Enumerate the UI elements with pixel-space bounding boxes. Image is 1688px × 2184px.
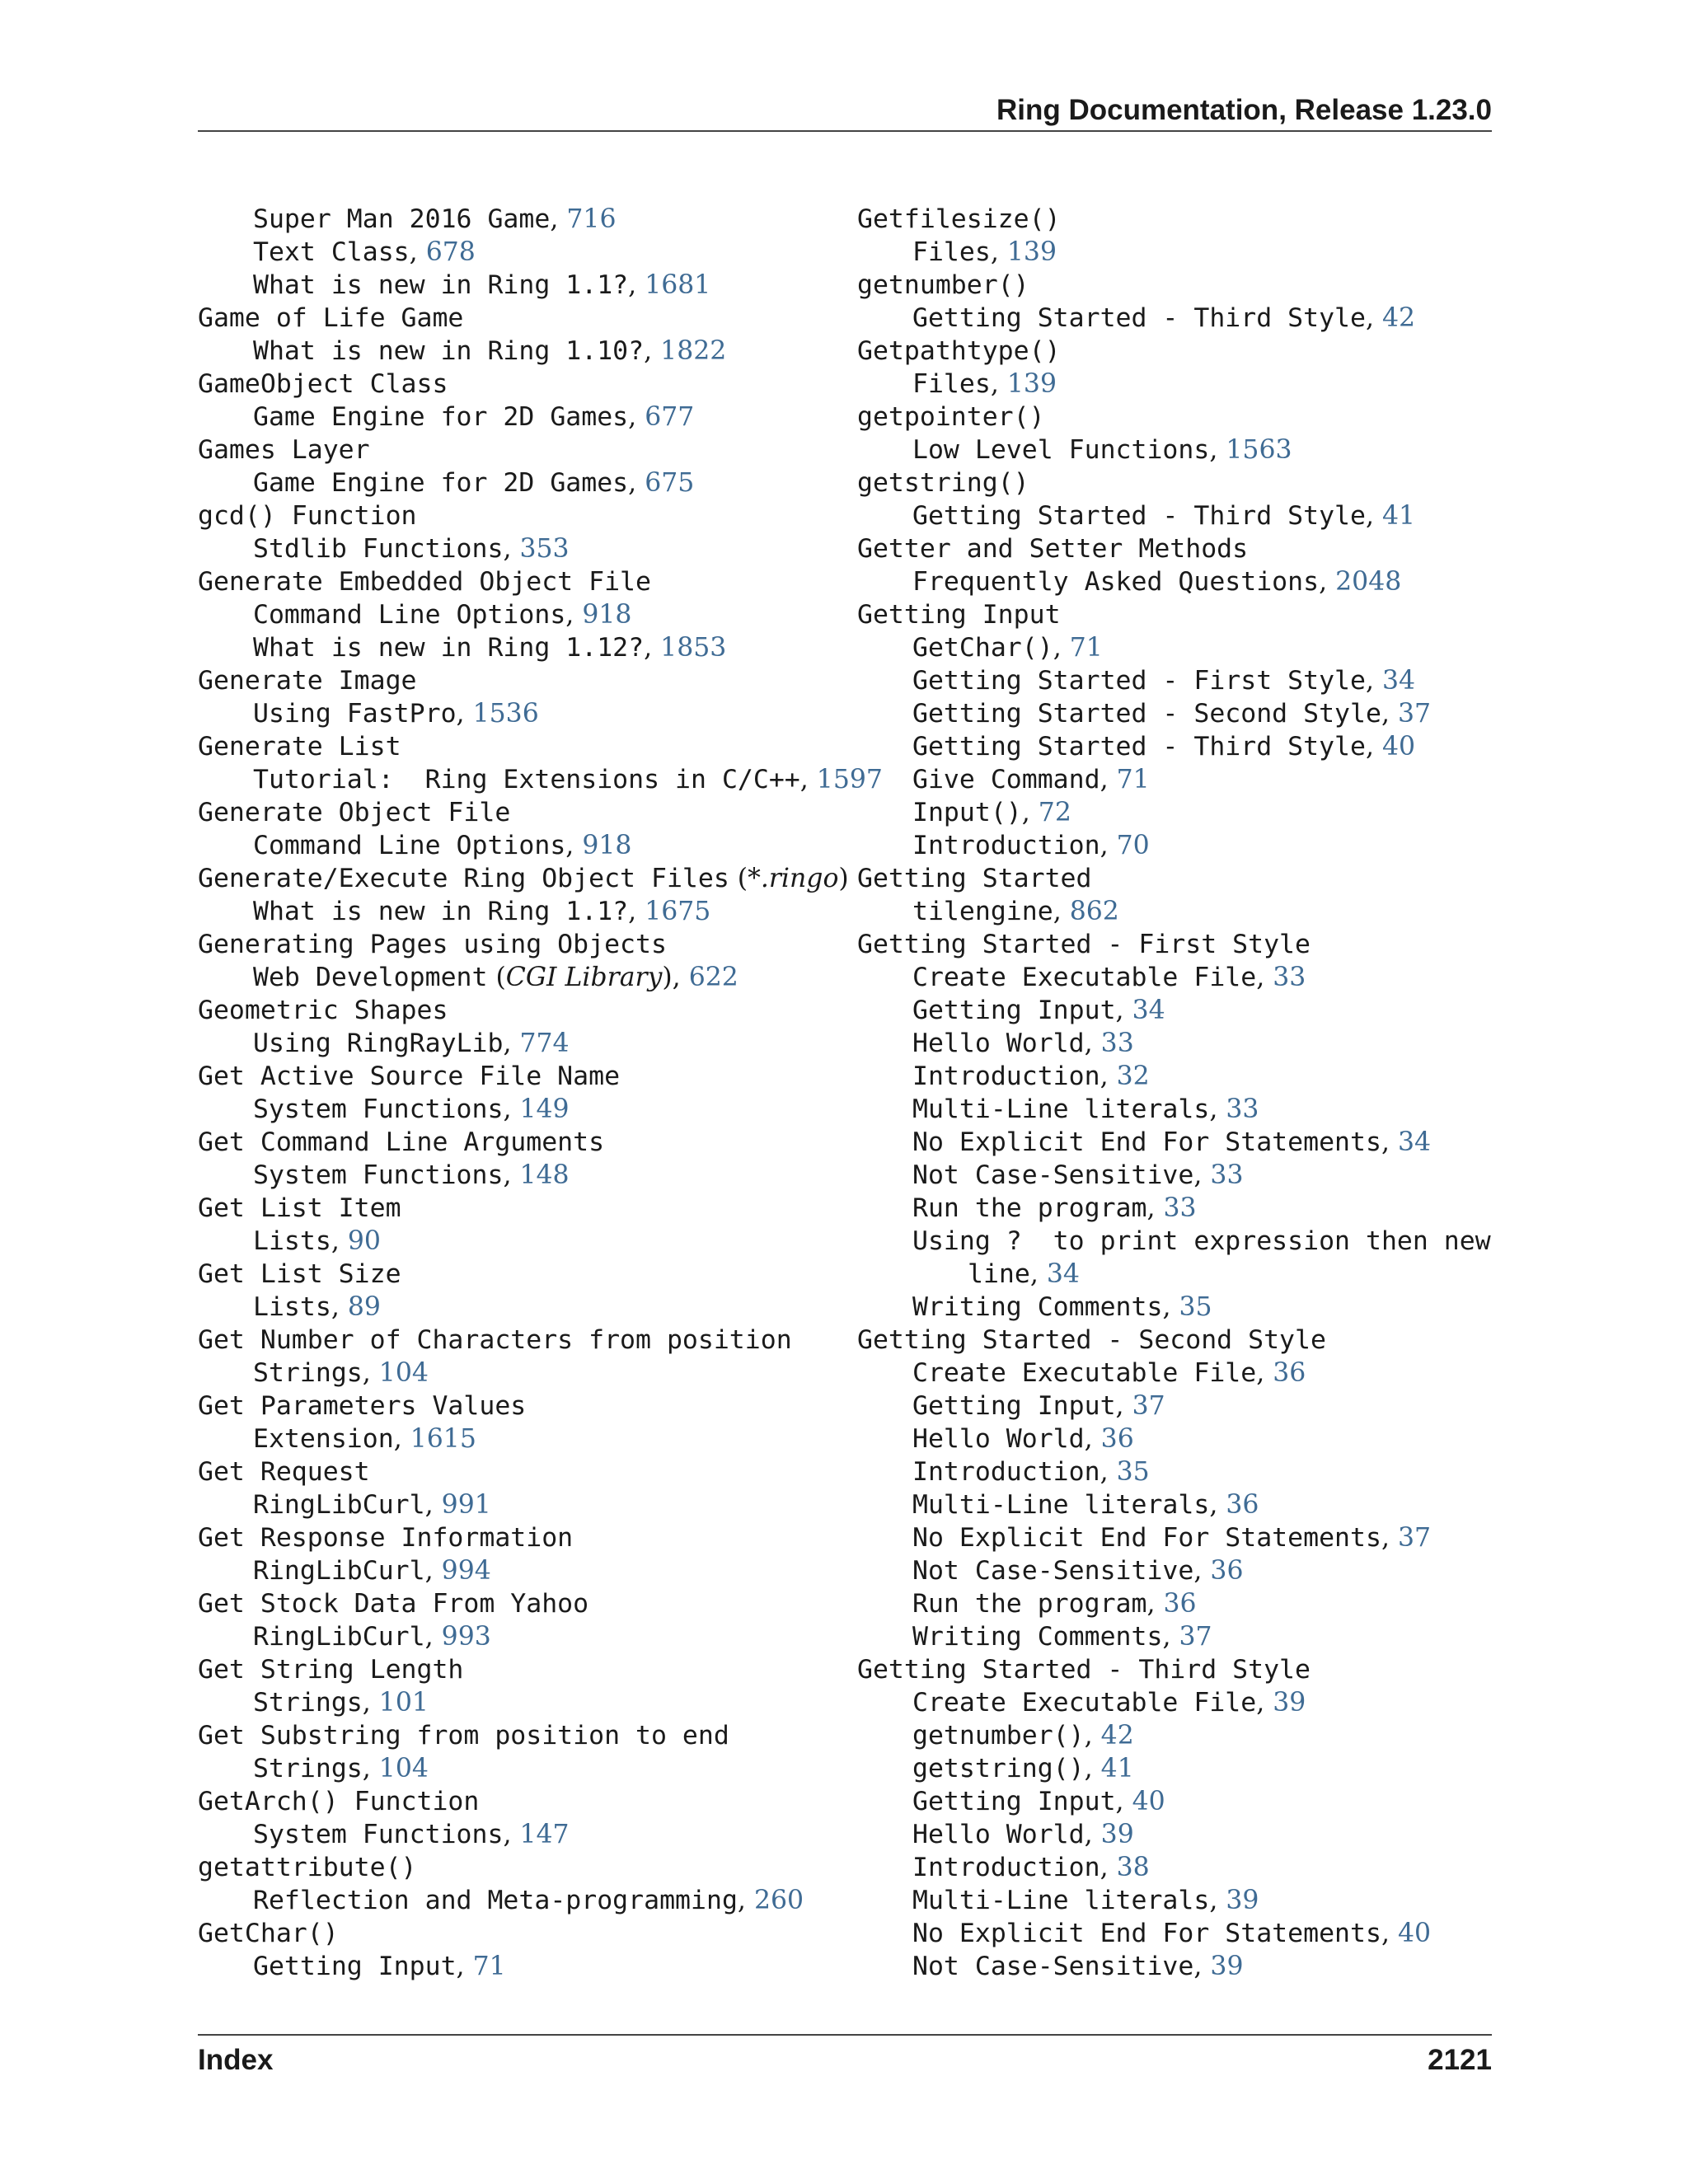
- page-link[interactable]: 1675: [645, 897, 711, 926]
- entry-text: Getting Started - First Style: [857, 930, 1311, 959]
- entry-text: No Explicit End For Statements: [912, 1523, 1381, 1553]
- entry-text: Get Substring from position to end: [198, 1721, 729, 1750]
- entry-text: line: [968, 1259, 1030, 1289]
- entry-text: Not Case-Sensitive: [912, 1556, 1194, 1586]
- index-subentry: Super Man 2016 Game, 716: [253, 204, 617, 234]
- page-link[interactable]: 918: [582, 831, 632, 860]
- index-term: [198, 664, 857, 697]
- entry-text: Get Response Information: [198, 1523, 574, 1553]
- entry-text: Get Stock Data From Yahoo: [198, 1589, 589, 1619]
- index-term: [198, 1653, 857, 1686]
- entry-text: Writing Comments: [912, 1622, 1163, 1652]
- index-subentry: Create Executable File, 39: [912, 1688, 1306, 1718]
- page-link[interactable]: 90: [347, 1226, 381, 1256]
- entry-text: Using RingRayLib: [253, 1029, 504, 1058]
- index-subentry: Text Class, 678: [253, 237, 476, 267]
- index-subentry: RingLibCurl, 991: [253, 1490, 491, 1520]
- entry-text: RingLibCurl: [253, 1490, 425, 1520]
- index-subentry: Not Case-Sensitive, 39: [912, 1952, 1244, 1981]
- entry-text: Getting Started - Second Style: [912, 699, 1381, 729]
- index-subentry: Getting Started - Third Style, 42: [912, 303, 1416, 333]
- page-link[interactable]: 40: [1382, 732, 1416, 762]
- page-link[interactable]: 42: [1382, 303, 1416, 333]
- page-link[interactable]: 32: [1116, 1062, 1150, 1091]
- index-subentry: getstring(), 41: [912, 1754, 1134, 1783]
- page-link[interactable]: 36: [1210, 1556, 1244, 1586]
- page-link[interactable]: 71: [1069, 633, 1103, 663]
- index-subentry: Run the program, 33: [912, 1193, 1197, 1223]
- entry-text: Hello World: [912, 1820, 1085, 1849]
- entry-text: Get String Length: [198, 1655, 464, 1685]
- page-link[interactable]: 36: [1100, 1424, 1134, 1454]
- index-subentry: Game Engine for 2D Games, 677: [253, 402, 695, 432]
- index-subentry: Getting Input, 71: [253, 1952, 506, 1981]
- index-subentry: Frequently Asked Questions, 2048: [912, 567, 1402, 597]
- entry-text: Getting Started: [857, 864, 1092, 893]
- page-link[interactable]: 72: [1038, 798, 1071, 827]
- index-subentry: Strings, 104: [253, 1754, 429, 1783]
- index-term: [198, 1324, 857, 1357]
- page-link[interactable]: 39: [1273, 1688, 1306, 1718]
- entry-text: Stdlib Functions: [253, 534, 504, 564]
- index-subentry: What is new in Ring 1.12?, 1853: [253, 633, 727, 663]
- page-link[interactable]: 1822: [660, 336, 727, 366]
- index-subentry: What is new in Ring 1.10?, 1822: [253, 336, 727, 366]
- entry-text: Lists: [253, 1292, 331, 1322]
- page-link[interactable]: 40: [1132, 1787, 1165, 1816]
- page-link[interactable]: 675: [645, 468, 695, 498]
- index-term: [857, 532, 1500, 565]
- index-term: [198, 1390, 857, 1422]
- index-term: [198, 1587, 857, 1620]
- entry-text: Strings: [253, 1688, 363, 1718]
- index-subentry: Writing Comments, 37: [912, 1622, 1212, 1652]
- page-link[interactable]: 353: [519, 534, 570, 564]
- index-subentry: Getting Input, 34: [912, 996, 1165, 1025]
- page-link[interactable]: 678: [425, 237, 476, 267]
- index-subentry: RingLibCurl, 993: [253, 1622, 491, 1652]
- page-link[interactable]: 39: [1210, 1952, 1244, 1981]
- page-link[interactable]: 33: [1210, 1160, 1244, 1190]
- entry-text: Create Executable File: [912, 1358, 1257, 1388]
- index-subentry: Multi-Line literals, 33: [912, 1094, 1259, 1124]
- page-link[interactable]: 89: [347, 1292, 381, 1322]
- page-link[interactable]: 71: [472, 1952, 506, 1981]
- entry-text: Generate List: [198, 732, 401, 762]
- page-link[interactable]: 37: [1397, 699, 1432, 729]
- entry-text: RingLibCurl: [253, 1622, 425, 1652]
- index-term: [198, 1917, 857, 1950]
- index-subentry: Command Line Options, 918: [253, 600, 632, 630]
- page-link[interactable]: 36: [1226, 1490, 1259, 1520]
- entry-text: No Explicit End For Statements: [912, 1127, 1381, 1157]
- index-subentry: Strings, 104: [253, 1358, 429, 1388]
- index-term: [198, 928, 857, 961]
- entry-text: Files: [912, 369, 991, 399]
- entry-text: Create Executable File: [912, 1688, 1257, 1718]
- page-link[interactable]: 139: [1006, 369, 1057, 399]
- entry-text: Getter and Setter Methods: [857, 534, 1249, 564]
- page-link[interactable]: 104: [378, 1754, 429, 1783]
- page-link[interactable]: 37: [1132, 1391, 1165, 1421]
- entry-text: Getting Started - Third Style: [912, 303, 1366, 333]
- index-subentry: Extension, 1615: [253, 1424, 476, 1454]
- page-link[interactable]: 71: [1116, 765, 1150, 794]
- page-link[interactable]: 148: [519, 1160, 570, 1190]
- entry-text: getnumber(): [912, 1721, 1085, 1750]
- index-term: [857, 269, 1500, 302]
- page-link[interactable]: 34: [1046, 1259, 1080, 1289]
- page-link[interactable]: 622: [688, 963, 738, 992]
- entry-text: Using ? to print expression then new: [912, 1226, 1491, 1256]
- index-column-left: [198, 203, 883, 1983]
- index-term: [198, 1851, 857, 1884]
- page-link[interactable]: 1681: [645, 270, 711, 300]
- index-subentry: What is new in Ring 1.1?, 1681: [253, 270, 711, 300]
- page-link[interactable]: 38: [1116, 1853, 1150, 1882]
- entry-text: Introduction: [912, 1457, 1100, 1487]
- index-subentry: System Functions, 149: [253, 1094, 570, 1124]
- entry-text: Low Level Functions: [912, 435, 1210, 465]
- index-subentry: Introduction, 38: [912, 1853, 1150, 1882]
- page-link[interactable]: 862: [1069, 897, 1119, 926]
- index-subentry: Give Command, 71: [912, 765, 1150, 794]
- entry-text: Get Number of Characters from position: [198, 1325, 792, 1355]
- entry-text: getstring(): [912, 1754, 1085, 1783]
- index-subentry: Using FastPro, 1536: [253, 699, 539, 729]
- page-link[interactable]: 33: [1226, 1094, 1259, 1124]
- entry-text: Run the program: [912, 1589, 1147, 1619]
- entry-text: Multi-Line literals: [912, 1094, 1210, 1124]
- index-subentry: Command Line Options, 918: [253, 831, 632, 860]
- page-link[interactable]: 139: [1006, 237, 1057, 267]
- index-term: [198, 1785, 857, 1818]
- entry-text: Getfilesize(): [857, 204, 1061, 234]
- entry-italic-qualifier: *.ringo: [748, 864, 839, 893]
- entry-text: Reflection and Meta-programming: [253, 1886, 738, 1915]
- entry-text: Frequently Asked Questions: [912, 567, 1320, 597]
- page-link[interactable]: 1615: [410, 1424, 476, 1454]
- index-subentry: Hello World, 36: [912, 1424, 1134, 1454]
- entry-text: Command Line Options: [253, 600, 566, 630]
- index-subentry: Hello World, 39: [912, 1820, 1134, 1849]
- index-subentry: Getting Started - Third Style, 40: [912, 732, 1416, 762]
- entry-text: GameObject Class: [198, 369, 448, 399]
- entry-text: Generate Image: [198, 666, 417, 696]
- entry-text: Game Engine for 2D Games: [253, 402, 629, 432]
- index-column-right: [857, 203, 1500, 1983]
- index-subentry: Files, 139: [912, 237, 1057, 267]
- page-header: [198, 89, 1492, 132]
- entry-text: Generate Object File: [198, 798, 511, 827]
- index-subentry: Hello World, 33: [912, 1029, 1134, 1058]
- entry-text: What is new in Ring 1.10?: [253, 336, 645, 366]
- entry-text: Introduction: [912, 831, 1100, 860]
- entry-text: Generating Pages using Objects: [198, 930, 667, 959]
- entry-text: gcd() Function: [198, 501, 417, 531]
- page-link[interactable]: 716: [566, 204, 617, 234]
- entry-text: Get List Item: [198, 1193, 401, 1223]
- page-link[interactable]: 34: [1132, 996, 1165, 1025]
- index-subentry: Introduction, 35: [912, 1457, 1150, 1487]
- index-subentry: Getting Input, 37: [912, 1391, 1165, 1421]
- entry-text: Get Parameters Values: [198, 1391, 527, 1421]
- entry-text: Game Engine for 2D Games: [253, 468, 629, 498]
- entry-text: Getting Started - Third Style: [857, 1655, 1311, 1685]
- entry-text: Geometric Shapes: [198, 996, 448, 1025]
- entry-text: Generate Embedded Object File: [198, 567, 651, 597]
- index-term: [857, 335, 1500, 368]
- index-term: [198, 796, 857, 829]
- entry-text: Run the program: [912, 1193, 1147, 1223]
- index-subentry: Input(), 72: [912, 798, 1071, 827]
- entry-text: Getting Started - Third Style: [912, 732, 1366, 762]
- entry-text: tilengine: [912, 897, 1053, 926]
- entry-text: getattribute(): [198, 1853, 417, 1882]
- entry-text: Command Line Options: [253, 831, 566, 860]
- page-link[interactable]: 101: [378, 1688, 429, 1718]
- index-term: [857, 862, 1500, 895]
- index-subentry: Getting Started - First Style, 34: [912, 666, 1416, 696]
- page-link[interactable]: 35: [1179, 1292, 1212, 1322]
- entry-text: Extension: [253, 1424, 394, 1454]
- entry-text: Give Command: [912, 765, 1100, 794]
- entry-text: Get Active Source File Name: [198, 1062, 621, 1091]
- index-subentry: System Functions, 148: [253, 1160, 570, 1190]
- entry-text: Files: [912, 237, 991, 267]
- page-link[interactable]: 2048: [1335, 567, 1402, 597]
- entry-text: Strings: [253, 1358, 363, 1388]
- index-subentry: Getting Started - Second Style, 37: [912, 699, 1432, 729]
- page-link[interactable]: 993: [441, 1622, 491, 1652]
- index-subentry: Multi-Line literals, 39: [912, 1886, 1259, 1915]
- index-term: Generate/Execute Ring Object Files (*.ringo): [198, 864, 849, 893]
- page-number: 2121: [1428, 2044, 1492, 2076]
- entry-text: Getpathtype(): [857, 336, 1061, 366]
- entry-text: Getting Input: [912, 996, 1116, 1025]
- entry-text: System Functions: [253, 1094, 504, 1124]
- index-subentry: Introduction, 70: [912, 831, 1150, 860]
- document-title: Ring Documentation, Release 1.23.0: [996, 94, 1492, 126]
- index-subentry: Create Executable File, 36: [912, 1358, 1306, 1388]
- page-link[interactable]: 33: [1273, 963, 1306, 992]
- index-subentry: getnumber(), 42: [912, 1721, 1134, 1750]
- page-link[interactable]: 33: [1163, 1193, 1197, 1223]
- index-subentry: line, 34: [968, 1259, 1080, 1289]
- entry-text: Hello World: [912, 1424, 1085, 1454]
- page-link[interactable]: 1563: [1226, 435, 1292, 465]
- index-subentry: RingLibCurl, 994: [253, 1556, 491, 1586]
- index-subentry: Tutorial: Ring Extensions in C/C++, 1597: [253, 765, 883, 794]
- index-subentry: No Explicit End For Statements, 37: [912, 1523, 1432, 1553]
- index-subentry: No Explicit End For Statements, 34: [912, 1127, 1432, 1157]
- index-subentry: [857, 1225, 1500, 1258]
- entry-text: Getting Started - First Style: [912, 666, 1366, 696]
- page-link[interactable]: 37: [1179, 1622, 1212, 1652]
- entry-text: getstring(): [857, 468, 1029, 498]
- page-link[interactable]: 39: [1100, 1820, 1134, 1849]
- entry-text: Introduction: [912, 1853, 1100, 1882]
- entry-text: Super Man 2016 Game: [253, 204, 551, 234]
- page-link[interactable]: 994: [441, 1556, 491, 1586]
- index-term: [857, 203, 1500, 236]
- entry-text: Multi-Line literals: [912, 1886, 1210, 1915]
- index-subentry: Create Executable File, 33: [912, 963, 1306, 992]
- index-subentry: Getting Started - Third Style, 41: [912, 501, 1416, 531]
- index-term: [198, 1455, 857, 1488]
- page-link[interactable]: 35: [1116, 1457, 1150, 1487]
- entry-text: Get List Size: [198, 1259, 401, 1289]
- entry-text: System Functions: [253, 1160, 504, 1190]
- index-subentry: Low Level Functions, 1563: [912, 435, 1292, 465]
- index-subentry: Writing Comments, 35: [912, 1292, 1212, 1322]
- entry-text: GetChar(): [912, 633, 1053, 663]
- entry-text: Getting Input: [912, 1391, 1116, 1421]
- entry-text: Getting Started - Third Style: [912, 501, 1366, 531]
- index-subentry: Lists, 90: [253, 1226, 381, 1256]
- entry-text: Not Case-Sensitive: [912, 1160, 1194, 1190]
- page-link[interactable]: 33: [1100, 1029, 1134, 1058]
- entry-text: getnumber(): [857, 270, 1029, 300]
- index-term: [857, 1324, 1500, 1357]
- entry-text: Getting Input: [912, 1787, 1116, 1816]
- entry-text: Generate/Execute Ring Object Files: [198, 864, 729, 893]
- page-link[interactable]: 34: [1382, 666, 1416, 696]
- page-link[interactable]: 39: [1226, 1886, 1259, 1915]
- index-subentry: No Explicit End For Statements, 40: [912, 1919, 1432, 1948]
- page-link[interactable]: 260: [753, 1886, 804, 1915]
- index-term: [198, 1060, 857, 1093]
- index-term: [198, 302, 857, 335]
- entry-text: What is new in Ring 1.1?: [253, 270, 629, 300]
- entry-text: Create Executable File: [912, 963, 1257, 992]
- index-term: [857, 928, 1500, 961]
- entry-text: RingLibCurl: [253, 1556, 425, 1586]
- entry-text: Hello World: [912, 1029, 1085, 1058]
- index-term: [198, 994, 857, 1027]
- index-subentry: System Functions, 147: [253, 1820, 570, 1849]
- entry-text: Writing Comments: [912, 1292, 1163, 1322]
- index-term: [198, 730, 857, 763]
- index-subentry: tilengine, 862: [912, 897, 1119, 926]
- page-link[interactable]: 36: [1273, 1358, 1306, 1388]
- index-term: [857, 466, 1500, 499]
- entry-text: Not Case-Sensitive: [912, 1952, 1194, 1981]
- index-term: [198, 1719, 857, 1752]
- entry-text: Game of Life Game: [198, 303, 464, 333]
- index-subentry: Multi-Line literals, 36: [912, 1490, 1259, 1520]
- page-link[interactable]: 149: [519, 1094, 570, 1124]
- index-term: [857, 1653, 1500, 1686]
- index-subentry: Lists, 89: [253, 1292, 381, 1322]
- entry-text: Getting Started - Second Style: [857, 1325, 1326, 1355]
- index-subentry: Web Development (CGI Library), 622: [253, 963, 738, 992]
- page-link[interactable]: 42: [1100, 1721, 1134, 1750]
- page-link[interactable]: 41: [1100, 1754, 1134, 1783]
- entry-text: Tutorial: Ring Extensions in C/C++: [253, 765, 800, 794]
- page-link[interactable]: 34: [1397, 1127, 1432, 1157]
- page-link[interactable]: 37: [1397, 1523, 1432, 1553]
- index-subentry: Stdlib Functions, 353: [253, 534, 570, 564]
- entry-text: Games Layer: [198, 435, 370, 465]
- index-subentry: Getting Input, 40: [912, 1787, 1165, 1816]
- entry-text: Get Command Line Arguments: [198, 1127, 605, 1157]
- page-link[interactable]: 677: [645, 402, 695, 432]
- index-term: [198, 499, 857, 532]
- page-link[interactable]: 104: [378, 1358, 429, 1388]
- page-link[interactable]: 1853: [660, 633, 727, 663]
- index-subentry: Strings, 101: [253, 1688, 429, 1718]
- entry-text: Get Request: [198, 1457, 370, 1487]
- index-subentry: Game Engine for 2D Games, 675: [253, 468, 695, 498]
- page-link[interactable]: 1536: [472, 699, 539, 729]
- index-term: [198, 565, 857, 598]
- entry-text: Getting Input: [857, 600, 1061, 630]
- page-link[interactable]: 40: [1397, 1919, 1432, 1948]
- index-term: [198, 434, 857, 466]
- entry-text: Getting Input: [253, 1952, 457, 1981]
- index-term: [198, 1258, 857, 1291]
- index-term: [857, 598, 1500, 631]
- entry-text: System Functions: [253, 1820, 504, 1849]
- index-subentry: GetChar(), 71: [912, 633, 1103, 663]
- entry-italic-qualifier: CGI Library: [505, 963, 663, 992]
- index-subentry: Run the program, 36: [912, 1589, 1197, 1619]
- entry-text: What is new in Ring 1.12?: [253, 633, 645, 663]
- entry-text: Using FastPro: [253, 699, 457, 729]
- page-link[interactable]: 774: [519, 1029, 570, 1058]
- index-subentry: Files, 139: [912, 369, 1057, 399]
- entry-text: What is new in Ring 1.1?: [253, 897, 629, 926]
- footer-section-label: Index: [198, 2044, 274, 2076]
- page-link[interactable]: 991: [441, 1490, 491, 1520]
- page-link[interactable]: 41: [1382, 501, 1416, 531]
- entry-text: GetArch() Function: [198, 1787, 480, 1816]
- entry-text: Multi-Line literals: [912, 1490, 1210, 1520]
- index-term: [198, 1126, 857, 1159]
- entry-text: Lists: [253, 1226, 331, 1256]
- index-term: [198, 368, 857, 401]
- index-subentry: Reflection and Meta-programming, 260: [253, 1886, 804, 1915]
- index-term: [198, 1192, 857, 1225]
- index-term: [198, 1521, 857, 1554]
- page-footer: [198, 2034, 1492, 2076]
- page-link[interactable]: 36: [1163, 1589, 1197, 1619]
- entry-text: Introduction: [912, 1062, 1100, 1091]
- entry-text: Text Class: [253, 237, 410, 267]
- index-subentry: What is new in Ring 1.1?, 1675: [253, 897, 711, 926]
- page-link[interactable]: 918: [582, 600, 632, 630]
- page-link[interactable]: 1597: [816, 765, 883, 794]
- page-link[interactable]: 70: [1116, 831, 1150, 860]
- page-link[interactable]: 147: [519, 1820, 570, 1849]
- index-subentry: Introduction, 32: [912, 1062, 1150, 1091]
- index-term: [857, 401, 1500, 434]
- index-subentry: Not Case-Sensitive, 36: [912, 1556, 1244, 1586]
- entry-text: Web Development: [253, 963, 488, 992]
- index-subentry: Using RingRayLib, 774: [253, 1029, 570, 1058]
- index-subentry: Not Case-Sensitive, 33: [912, 1160, 1244, 1190]
- entry-text: GetChar(): [198, 1919, 339, 1948]
- entry-text: Input(): [912, 798, 1022, 827]
- entry-text: getpointer(): [857, 402, 1045, 432]
- entry-text: Strings: [253, 1754, 363, 1783]
- entry-text: No Explicit End For Statements: [912, 1919, 1381, 1948]
